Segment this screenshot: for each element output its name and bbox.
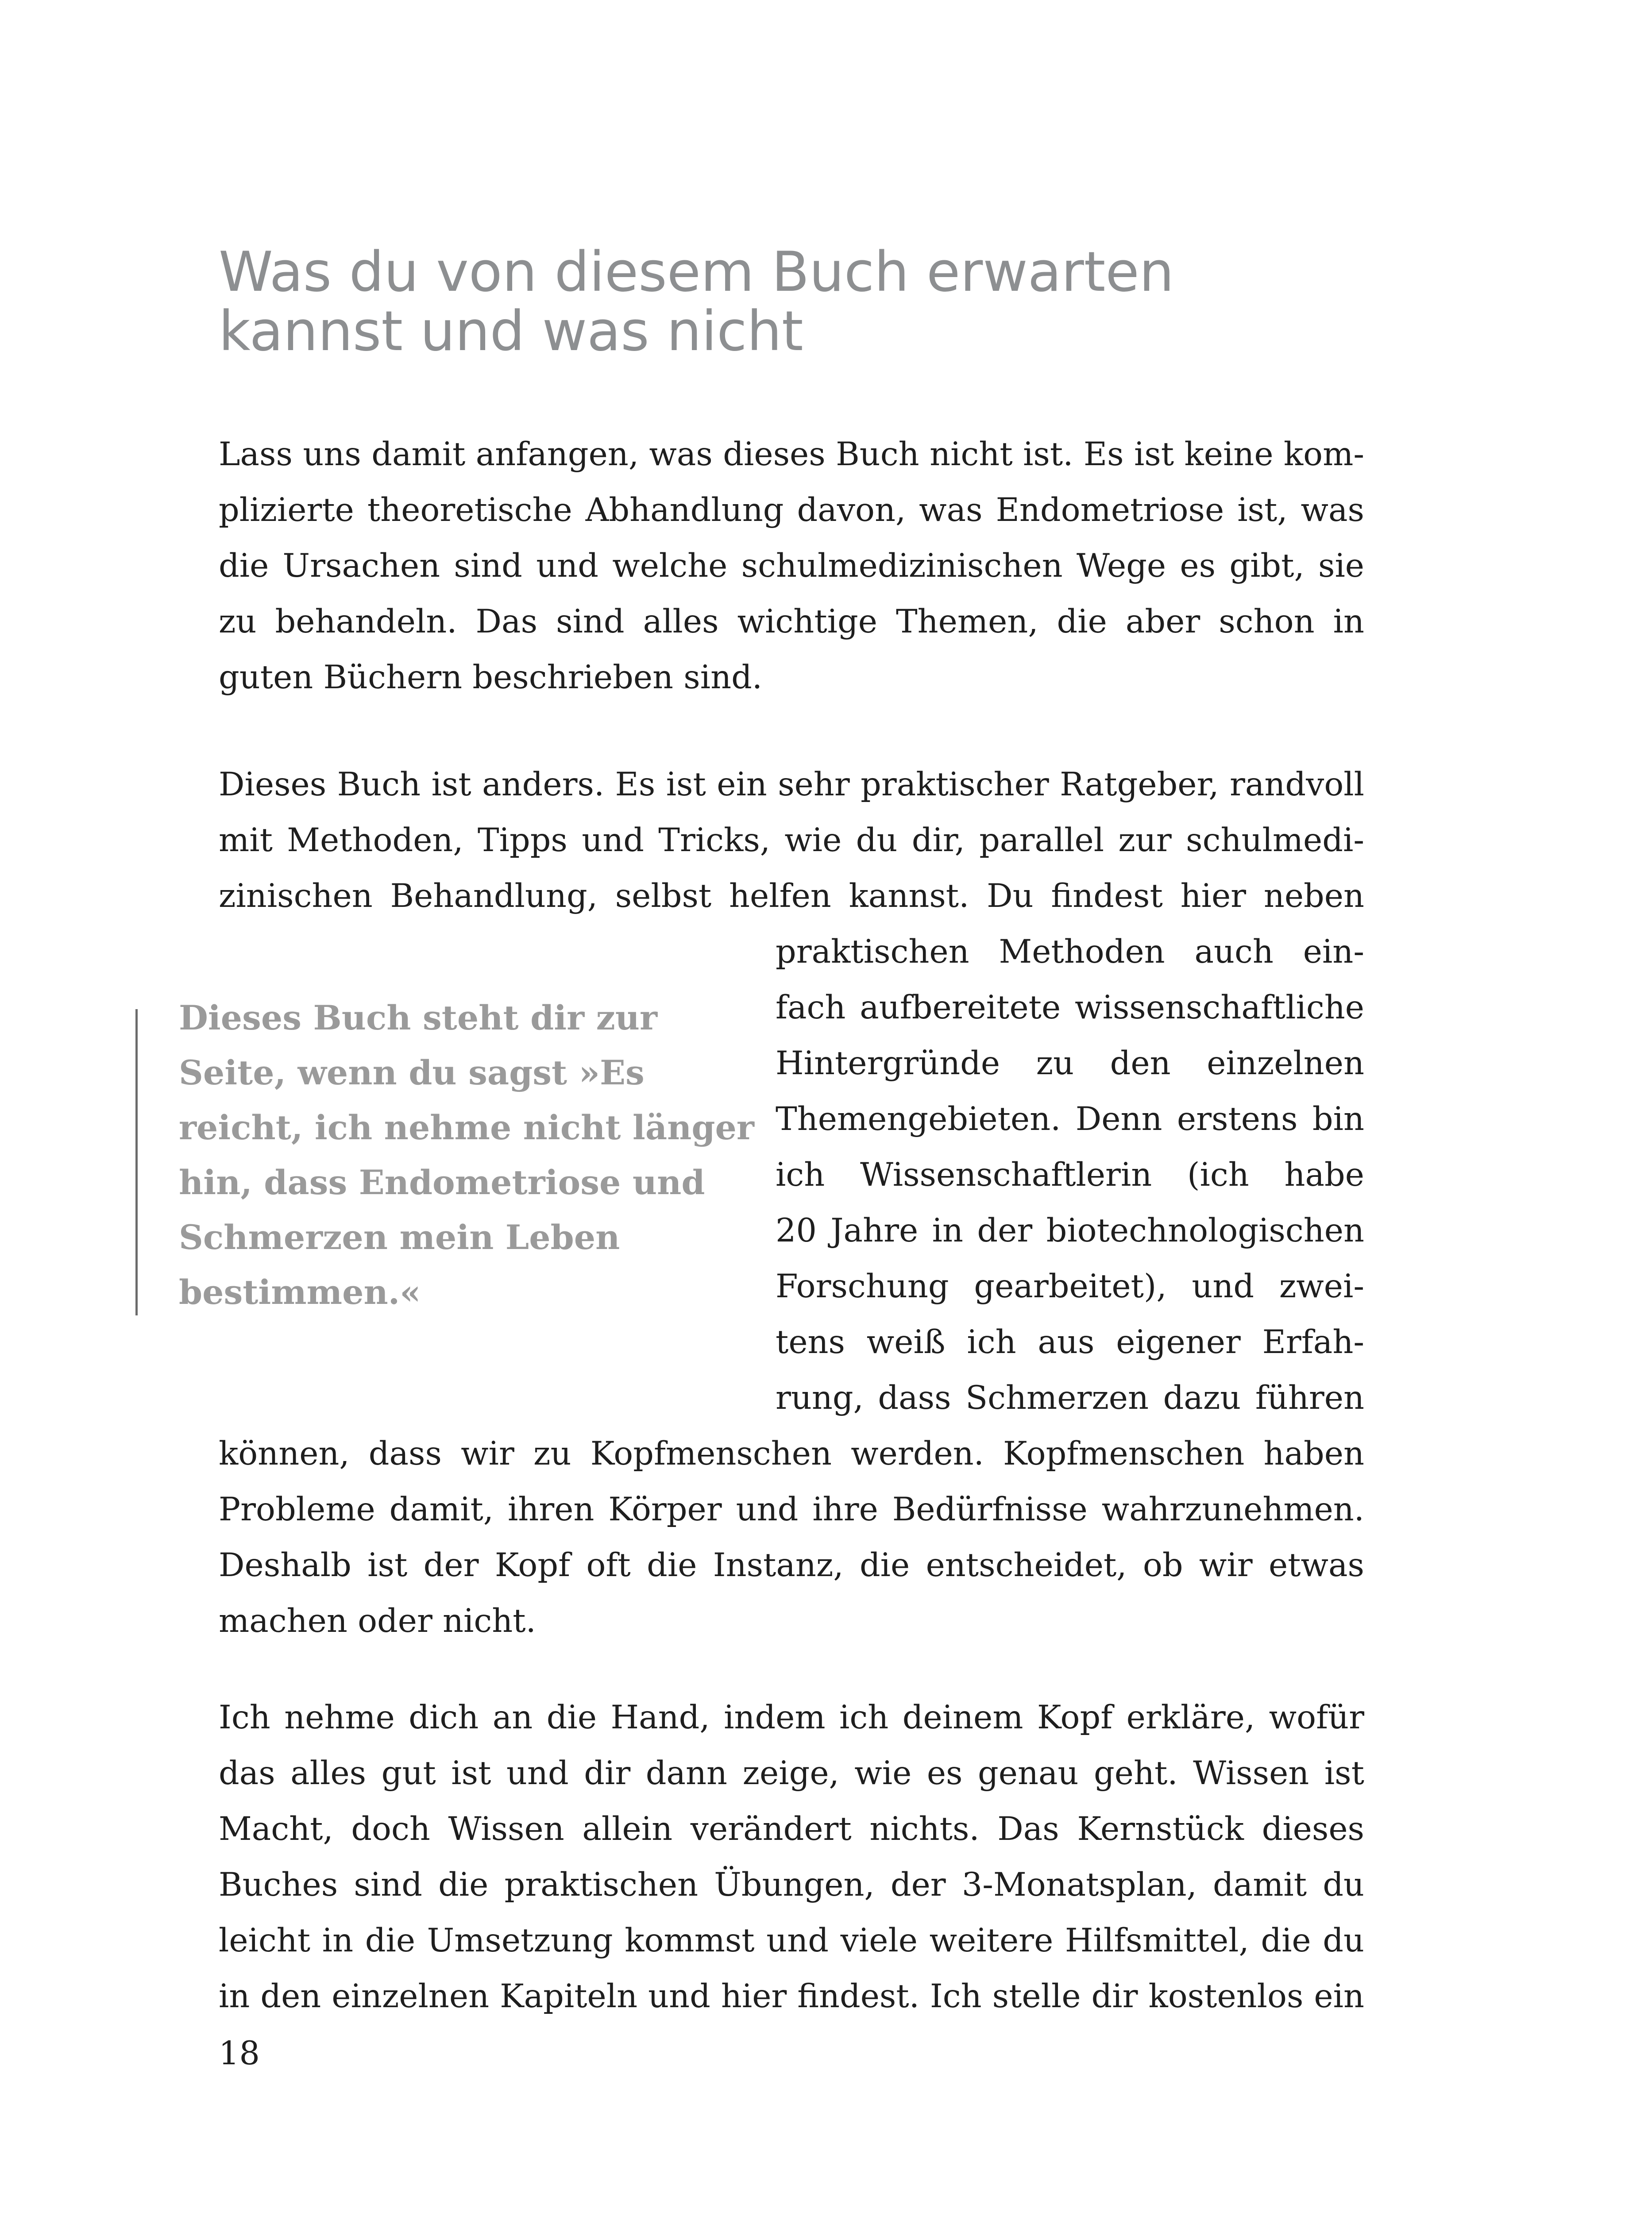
paragraph-second-top: [219, 757, 1364, 924]
text-line: leicht in die Umsetzung kommst und viele weitere Hilfsmittel, die du: [219, 1922, 1364, 1959]
pullquote-line: Seite, wenn du sagst »Es: [179, 1053, 645, 1092]
heading-line: kannst und was nicht: [219, 300, 803, 363]
text-line: tens weiß ich aus eigener Erfah-: [776, 1323, 1364, 1361]
pullquote-line: Dieses Buch steht dir zur: [179, 998, 658, 1037]
text-line: 20 Jahre in der biotechnologischen: [776, 1212, 1364, 1249]
text-line: ich Wissenschaftlerin (ich habe: [776, 1156, 1364, 1194]
text-line: das alles gut ist und dir dann zeige, wie es genau geht. Wissen ist: [219, 1754, 1364, 1792]
text-line: Themengebieten. Denn erstens bin: [776, 1100, 1364, 1138]
chapter-heading: [219, 240, 1458, 363]
pullquote-line: bestimmen.«: [179, 1272, 421, 1312]
text-line: Macht, doch Wissen allein verändert nichts. Das Kernstück dieses: [219, 1810, 1364, 1848]
pullquote-rule: [135, 1009, 138, 1315]
pullquote-line: reicht, ich nehme nicht länger: [179, 1108, 754, 1147]
text-line: in den einzelnen Kapiteln und hier findest. Ich stelle dir kostenlos ein: [219, 1978, 1364, 2015]
text-line: mit Methoden, Tipps und Tricks, wie du dir, parallel zur schulmedi-: [219, 821, 1364, 859]
heading-line: Was du von diesem Buch erwarten: [219, 240, 1174, 304]
pullquote-line: Schmerzen mein Leben: [179, 1218, 620, 1257]
text-line: zu behandeln. Das sind alles wichtige Themen, die aber schon in: [219, 603, 1364, 640]
paragraph-intro: [219, 427, 1364, 706]
text-line: Forschung gearbeitet), und zwei-: [776, 1268, 1364, 1305]
paragraph-second-bottom: [219, 1426, 1364, 1649]
text-line: praktischen Methoden auch ein-: [776, 933, 1364, 971]
text-line: machen oder nicht.: [219, 1602, 536, 1640]
text-line: fach aufbereitete wissenschaftliche: [776, 989, 1364, 1026]
text-line: guten Büchern beschrieben sind.: [219, 659, 763, 696]
paragraph-third: [219, 1690, 1364, 2024]
text-line: Ich nehme dich an die Hand, indem ich deinem Kopf erkläre, wofür: [219, 1699, 1364, 1736]
text-line: Probleme damit, ihren Körper und ihre Bedürfnisse wahrzunehmen.: [219, 1491, 1364, 1528]
text-line: Buches sind die praktischen Übungen, der 3-Monatsplan, damit du: [219, 1866, 1364, 1904]
text-line: zinischen Behandlung, selbst helfen kannst. Du findest hier neben: [219, 877, 1364, 915]
pullquote: [179, 991, 754, 1320]
page-number: 18: [219, 2035, 260, 2072]
paragraph-second-wrapped: [776, 924, 1364, 1426]
pullquote-line: hin, dass Endometriose und: [179, 1163, 705, 1202]
text-line: Dieses Buch ist anders. Es ist ein sehr praktischer Ratgeber, randvoll: [219, 766, 1364, 803]
text-line: rung, dass Schmerzen dazu führen: [776, 1379, 1364, 1417]
text-line: Hintergründe zu den einzelnen: [776, 1045, 1364, 1082]
text-line: Deshalb ist der Kopf oft die Instanz, die entscheidet, ob wir etwas: [219, 1546, 1364, 1584]
text-line: können, dass wir zu Kopfmenschen werden. Kopfmenschen haben: [219, 1435, 1364, 1473]
text-line: Lass uns damit anfangen, was dieses Buch nicht ist. Es ist keine kom-: [219, 436, 1364, 473]
text-line: die Ursachen sind und welche schulmedizinischen Wege es gibt, sie: [219, 547, 1364, 585]
text-line: plizierte theoretische Abhandlung davon, was Endometriose ist, was: [219, 491, 1364, 529]
